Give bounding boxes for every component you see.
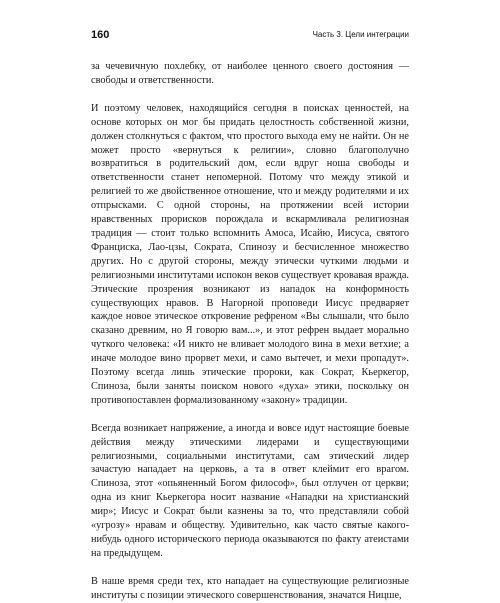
paragraph: Всегда возникает напряжение, а иногда и вовсе идут настоящие боевые действия между этическими лидерами и существующими религиозными, социальными институтами, сам этический лидер зачастую нападает на церковь, а та в ответ клеймит его врагом. Спиноза, этот «опьяненный Богом философ», был отлучен от церкви; одна из книг Кьеркегора носит название «Нападки на христианский мир»; Иисус и Сократ были казнены за то, что представляли собой «угрозу» нравам и обществу. Удивительно, как часто святые какого-нибудь одного исторического периода оказываются по факту атеистами на предыдущем. bbox=[91, 422, 409, 559]
paragraph: И поэтому человек, находящийся сегодня в поисках ценностей, на основе которых он мог бы придать целостность собственной жизни, должен столкнуться с фактом, что простого выхода ему не найти. Он не может просто «вернуться к религии», словно благополучно возвратиться в родительский дом, если вдруг ноша свободы и ответственности станет непомерной. Потому что между этикой и религией то же двойственное отношение, что и между родителями и их отпрысками. С одной стороны, на протяжении всей истории нравственных прорисков порождала и вскармливала религиозная традиция — стоит только вспомнить Амоса, Исайю, Иисуса, святого Франциска, Лао-цзы, Сократа, Спинозу и бесчисленное множество других. Но с другой стороны, между этически чуткими людьми и религиозными институтами испокон веков существует кровавая вражда. Этические прозрения возникают из нападок на конформность существующих нравов. В Нагорной проповеди Иисус предваряет каждое новое этическое откровение рефреном «Вы слышали, что было сказано древним, но Я говорю вам...», и этот рефрен выдает морально чуткого человека: «И никто не вливает молодого вина в мехи ветхие; а иначе молодое вино прорвет мехи, и само вытечет, и мехи пропадут». Поэтому всегда лишь этические пророки, как Сократ, Кьеркегор, Спиноза, были заняты поиском нового «духа» этики, поскольку он противопоставлен формализованному «закону» традиции. bbox=[91, 102, 410, 406]
paragraph: В наше время среди тех, кто нападает на существующие религиозные институты с позиции этического совершенствования, значатся Ницше, bbox=[91, 575, 409, 601]
page-header bbox=[91, 29, 409, 45]
body-text bbox=[91, 60, 410, 601]
paragraph: за чечевичную похлебку, от наиболее ценного своего достояния — свободы и ответственности. bbox=[91, 61, 409, 86]
page-number: 160 bbox=[91, 29, 110, 41]
running-head: Часть 3. Цели интеграции bbox=[312, 30, 409, 39]
